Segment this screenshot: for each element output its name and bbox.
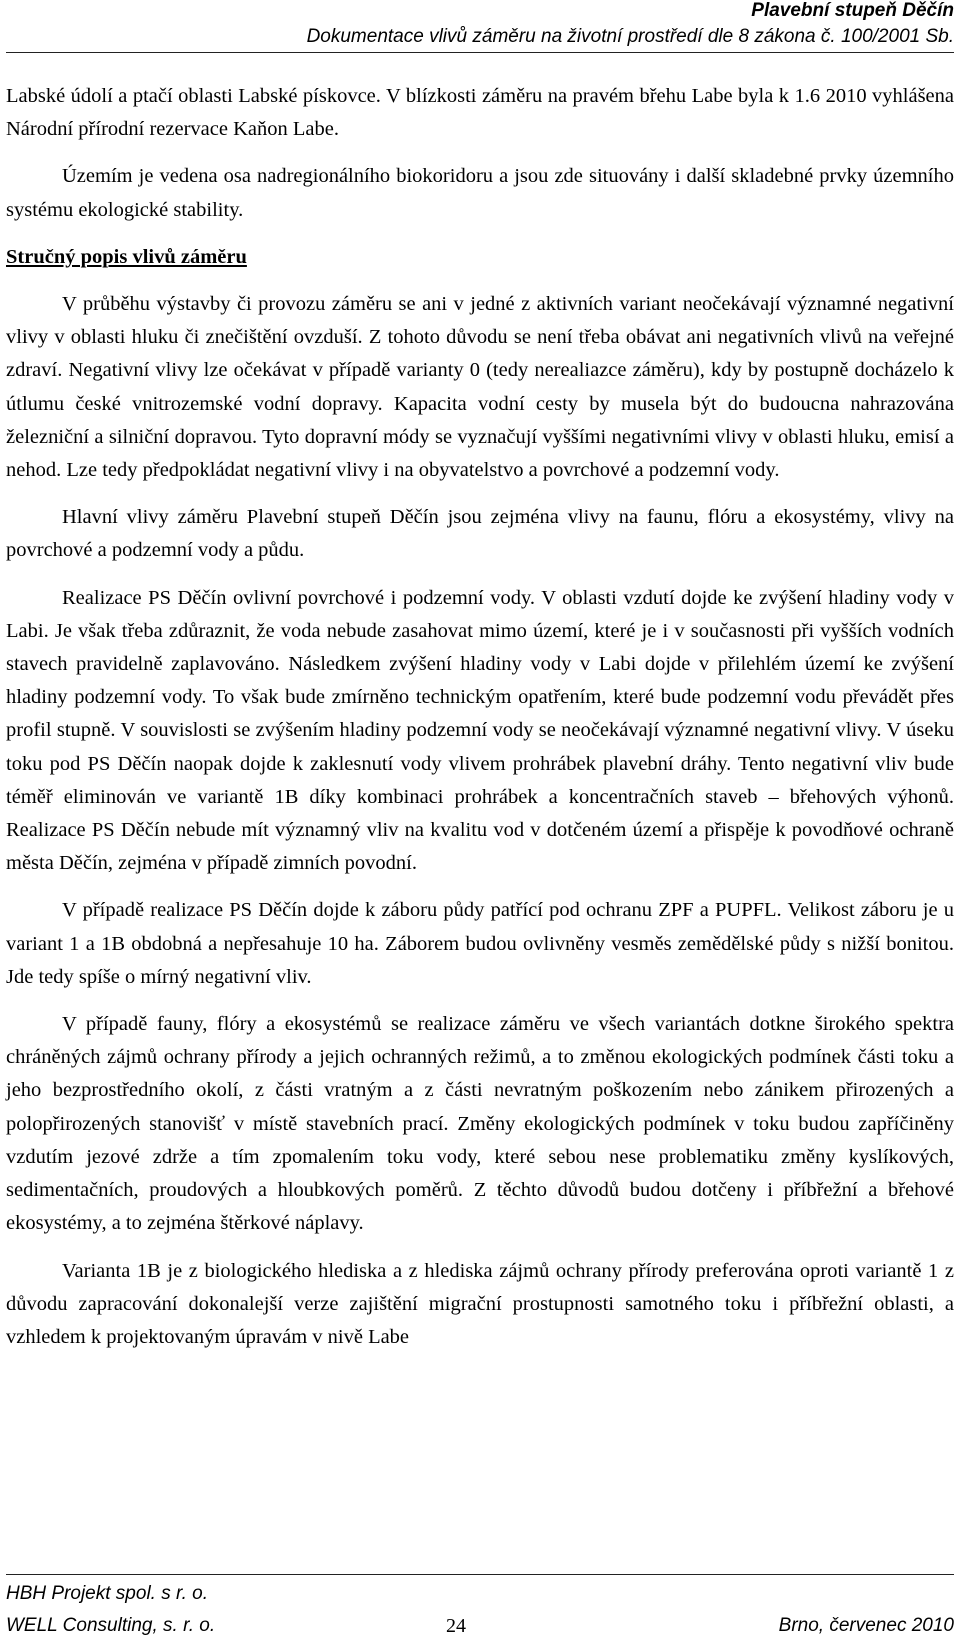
paragraph-7: V případě fauny, flóry a ekosystémů se realizace záměru ve všech variantách dotkne širokého spektra chráněných zájmů ochrany přírody a jejich ochranných režimů, a to změnou ekologických podmínek části toku a jeho bezprostředního okolí, z části vratným a z části nevratným poškozením nebo zánikem přirozených a polopřirozených stanovišť v místě stavebních prací. Změny ekologických podmínek v toku budou zapříčiněny vzdutím jezové zdrže a tím zpomalením toku vody, které sebou nese problematiku změny kyslíkových, sedimentačních, proudových a hloubkových poměrů. Z těchto důvodů budou dotčeny i příbřežní a břehové ekosystémy, a to zejména štěrkové náplavy.	[6, 1013, 954, 1235]
footer-company-1: HBH Projekt spol. s r. o.	[6, 1583, 209, 1604]
header-title: Plavební stupeň Děčín	[751, 0, 954, 21]
footer-date: Brno, červenec 2010	[778, 1615, 954, 1636]
page-footer	[6, 1574, 954, 1651]
paragraph-4: Hlavní vlivy záměru Plavební stupeň Děčín jsou zejména vlivy na faunu, flóru a ekosystémy, vlivy na povrchové a podzemní vody a půdu.	[6, 506, 954, 562]
section-heading	[6, 241, 954, 274]
paragraph-3: V průběhu výstavby či provozu záměru se ani v jedné z aktivních variant neočekávají významné negativní vlivy v oblasti hluku či znečištění ovzduší. Z tohoto důvodu se není třeba obávat ani negativních vlivů na veřejné zdraví. Negativní vlivy lze očekávat v případě varianty 0 (tedy nerealiazce záměru), kdy by postupně docházelo k útlumu české vnitrozemské vodní dopravy. Kapacita vodní cesty by musela být do budoucna nahrazována železniční a silniční dopravou. Tyto dopravní módy se vyznačují vyššími negativními vlivy v oblasti hluku, emisí a nehod. Lze tedy předpokládat negativní vlivy i na obyvatelstvo a povrchové a podzemní vody.	[6, 293, 954, 482]
header-subtitle: Dokumentace vlivů záměru na životní prostředí dle 8 zákona č. 100/2001 Sb.	[306, 26, 954, 47]
document-body	[6, 80, 954, 1354]
page-header	[6, 0, 954, 53]
paragraph-1: Labské údolí a ptačí oblasti Labské pískovce. V blízkosti záměru na pravém břehu Labe byla k 1.6 2010 vyhlášena Národní přírodní rezervace Kaňon Labe.	[6, 85, 954, 141]
paragraph-6: V případě realizace PS Děčín dojde k záboru půdy patřící pod ochranu ZPF a PUPFL. Velikost záboru je u variant 1 a 1B obdobná a nepřesahuje 10 ha. Záborem budou ovlivněny vesměs zemědělské půdy s nižší bonitou. Jde tedy spíše o mírný negativní vliv.	[6, 899, 954, 988]
page-number: 24	[446, 1615, 466, 1637]
paragraph-2: Územím je vedena osa nadregionálního biokoridoru a jsou zde situovány i další skladebné prvky územního systému ekologické stability.	[6, 165, 954, 221]
paragraph-8: Varianta 1B je z biologického hlediska a z hlediska zájmů ochrany přírody preferována oproti variantě 1 z důvodu zapracování dokonalejší verze zajištění migrační prostupnosti samotného toku i příbřežní oblasti, a vzhledem k projektovaným úpravám v nivě Labe	[6, 1259, 954, 1348]
section-heading-text: Stručný popis vlivů záměru	[6, 245, 247, 268]
paragraph-5: Realizace PS Děčín ovlivní povrchové i podzemní vody. V oblasti vzdutí dojde ke zvýšení hladiny vody v Labi. Je však třeba zdůraznit, že voda nebude zasahovat mimo území, které je i v současnosti při vyšších vodních stavech pravidelně zaplavováno. Následkem zvýšení hladiny vody v Labi dojde v přilehlém území ke zvýšení hladiny podzemní vody. To však bude zmírněno technickým opatřením, které bude podzemní vodu převádět přes profil stupně. V souvislosti se zvýšením hladiny podzemní vody se neočekávají významné negativní vlivy. V úseku toku pod PS Děčín naopak dojde k zaklesnutí vody vlivem prohrábek plavební dráhy. Tento negativní vliv bude téměř eliminován ve variantě 1B díky kombinaci prohrábek a koncentračních staveb – břehových výhonů. Realizace PS Děčín nebude mít významný vliv na kvalitu vod v dotčeném území a přispěje k povodňové ochraně města Děčín, zejména v případě zimních povodní.	[6, 586, 954, 875]
footer-company-2: WELL Consulting, s. r. o.	[6, 1615, 216, 1636]
